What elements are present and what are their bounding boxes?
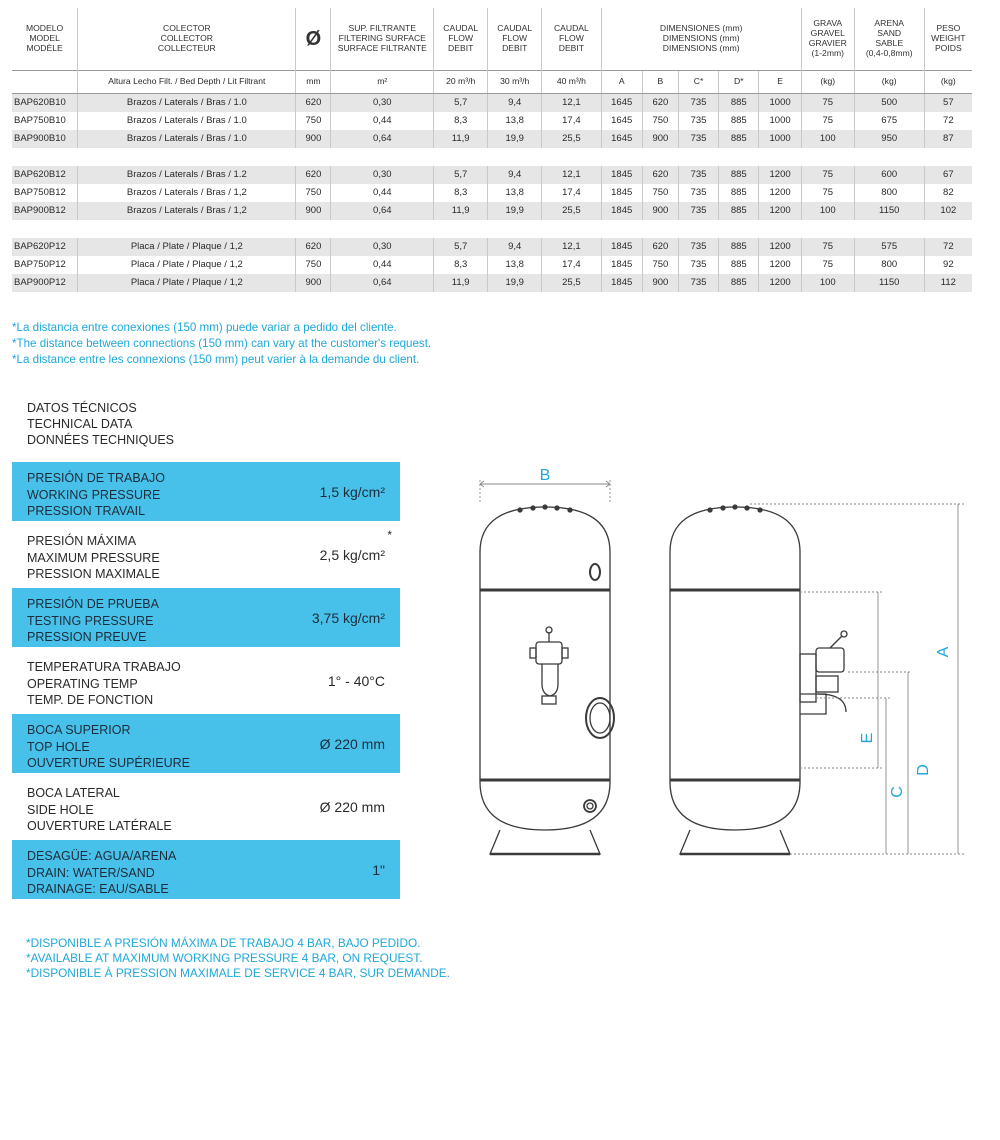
table-cell: Brazos / Laterals / Bras / 1,2 [78, 202, 296, 220]
header-diameter: Ø [296, 8, 331, 71]
unit-cell: 40 m³/h [542, 71, 601, 94]
table-cell: 575 [854, 238, 924, 256]
model-cell: BAP900P12 [12, 274, 78, 292]
table-cell: 1000 [759, 94, 801, 113]
table-cell: 900 [296, 202, 331, 220]
table-cell: 735 [678, 130, 718, 148]
table-cell: 885 [719, 112, 759, 130]
table-cell: 1645 [601, 94, 642, 113]
dimension-label-b: B [539, 467, 551, 484]
header-weight: PESO WEIGHT POIDS [924, 8, 972, 71]
header-gravel: GRAVA GRAVEL GRAVIER (1-2mm) [801, 8, 854, 71]
table-cell: 620 [296, 238, 331, 256]
dimension-label-e: E [859, 732, 876, 744]
table-cell: 735 [678, 166, 718, 184]
note-en: *The distance between connections (150 mm) can vary at the customer's request. [12, 337, 432, 350]
table-cell: 0,30 [331, 94, 434, 113]
header-flow-40: CAUDAL FLOW DEBIT [542, 8, 601, 71]
model-cell: BAP750P12 [14, 258, 66, 270]
table-cell: 735 [678, 238, 718, 256]
table-cell: 102 [924, 202, 972, 220]
tech-label: PRESSION TRAVAIL [27, 504, 146, 518]
table-body [12, 94, 972, 293]
table-row [12, 256, 972, 274]
table-row [12, 202, 972, 220]
table-cell: 735 [678, 112, 718, 130]
table-cell: 735 [678, 94, 718, 113]
table-cell: 13,8 [488, 184, 542, 202]
table-cell: 11,9 [434, 274, 488, 292]
table-cell: Brazos / Laterals / Bras / 1.0 [78, 112, 296, 130]
table-row [12, 238, 972, 256]
table-cell: 17,4 [542, 256, 601, 274]
table-cell: Placa / Plate / Plaque / 1,2 [78, 274, 296, 292]
table-cell: 82 [924, 184, 972, 202]
tech-row [12, 840, 400, 899]
table-cell: 17,4 [542, 184, 601, 202]
note-es: *La distancia entre conexiones (150 mm) puede variar a pedido del cliente. [12, 321, 397, 334]
table-cell: 13,8 [488, 256, 542, 274]
table-cell: 0,64 [331, 130, 434, 148]
table-cell: Placa / Plate / Plaque / 1,2 [78, 238, 296, 256]
table-cell: 735 [678, 202, 718, 220]
note-fr: *La distance entre les connexions (150 mm) peut varier à la demande du client. [12, 353, 420, 366]
technical-data-list [12, 462, 400, 903]
table-row [12, 130, 972, 148]
unit-cell: (kg) [801, 71, 854, 94]
unit-cell: 30 m³/h [488, 71, 542, 94]
table-cell: 750 [642, 184, 678, 202]
tech-label: DESAGÜE: AGUA/ARENA [27, 849, 177, 863]
tech-label: SIDE HOLE [27, 802, 94, 817]
unit-cell: C* [678, 71, 718, 94]
table-cell: 1200 [759, 202, 801, 220]
tech-label: TEMPERATURA TRABAJO [27, 660, 181, 674]
tech-label: TOP HOLE [27, 739, 90, 754]
table-cell: 9,4 [488, 238, 542, 256]
model-cell: BAP620P12 [12, 238, 78, 256]
model-cell: BAP620B12 [12, 166, 78, 184]
tech-label: WORKING PRESSURE [27, 487, 161, 502]
table-cell: 100 [801, 130, 854, 148]
table-header-row [12, 8, 972, 71]
table-cell: 11,9 [434, 202, 488, 220]
tech-label: OUVERTURE SUPÉRIEURE [27, 756, 190, 770]
table-cell: 620 [642, 238, 678, 256]
footnote-mark: * [387, 528, 392, 542]
table-cell: 900 [642, 274, 678, 292]
tech-row [12, 462, 400, 521]
table-cell: 885 [719, 94, 759, 113]
header-dimensions: DIMENSIONES (mm) DIMENSIONS (mm) DIMENSIONS (mm) [601, 8, 801, 71]
table-cell: Placa / Plate / Plaque / 1,2 [78, 256, 296, 274]
table-cell: Brazos / Laterals / Bras / 1.0 [78, 130, 296, 148]
tech-row [12, 777, 400, 836]
header-sand: ARENA SAND SABLE (0,4-0,8mm) [854, 8, 924, 71]
table-cell: 900 [642, 202, 678, 220]
table-cell: 1000 [759, 130, 801, 148]
availability-footnotes [26, 936, 450, 981]
table-cell: 900 [296, 274, 331, 292]
header-collector: COLECTOR COLLECTOR COLLECTEUR [78, 8, 296, 71]
unit-cell: 20 m³/h [434, 71, 488, 94]
unit-cell: m² [331, 71, 434, 94]
table-cell: 57 [924, 94, 972, 113]
tech-label: TEMP. DE FONCTION [27, 693, 154, 707]
table-cell: Brazos / Laterals / Bras / 1.0 [78, 94, 296, 113]
table-cell: 1200 [759, 166, 801, 184]
tech-value: 2,5 kg/cm² [319, 546, 385, 563]
tech-row [12, 588, 400, 647]
table-cell: 1845 [601, 238, 642, 256]
header-flow-30: CAUDAL FLOW DEBIT [488, 8, 542, 71]
tech-value: Ø 220 mm [319, 735, 385, 752]
table-cell: 25,5 [542, 274, 601, 292]
table-cell: 885 [719, 274, 759, 292]
group-spacer [12, 148, 972, 166]
footnote-en: *AVAILABLE AT MAXIMUM WORKING PRESSURE 4 BAR, ON REQUEST. [26, 951, 423, 965]
tech-value: 1° - 40°C [327, 672, 385, 689]
table-cell: 25,5 [542, 130, 601, 148]
model-cell: BAP620B10 [12, 94, 78, 113]
table-cell: 1845 [601, 166, 642, 184]
unit-cell: E [759, 71, 801, 94]
table-cell: 885 [719, 184, 759, 202]
table-cell: 900 [642, 130, 678, 148]
unit-cell: B [642, 71, 678, 94]
table-cell: 0,30 [331, 238, 434, 256]
model-cell: BAP750B10 [14, 114, 66, 126]
table-cell: 100 [801, 202, 854, 220]
table-cell: 735 [678, 184, 718, 202]
tech-label: OPERATING TEMP [27, 676, 138, 691]
table-cell: Brazos / Laterals / Bras / 1,2 [78, 184, 296, 202]
table-cell: 100 [801, 274, 854, 292]
side-view-vessel [670, 505, 847, 854]
table-cell: 8,3 [434, 112, 488, 130]
footnote-es: *DISPONIBLE A PRESIÓN MÁXIMA DE TRABAJO 4 BAR, BAJO PEDIDO. [26, 936, 421, 950]
table-cell: 750 [642, 256, 678, 274]
table-cell: 75 [801, 112, 854, 130]
table-row [12, 94, 972, 113]
table-cell: 620 [296, 94, 331, 113]
table-cell: 75 [801, 184, 854, 202]
spec-table [12, 8, 972, 292]
table-row [12, 166, 972, 184]
table-cell: 19,9 [488, 202, 542, 220]
table-cell: 735 [678, 274, 718, 292]
tech-label: PRESIÓN DE TRABAJO [27, 471, 165, 485]
table-cell: 75 [801, 256, 854, 274]
table-cell: 885 [719, 202, 759, 220]
table-cell: 9,4 [488, 94, 542, 113]
tech-label: TESTING PRESSURE [27, 613, 154, 628]
unit-cell: mm [296, 71, 331, 94]
tech-label: PRESSION PREUVE [27, 630, 147, 644]
table-cell: 1645 [601, 130, 642, 148]
unit-cell: D* [719, 71, 759, 94]
table-row [12, 184, 972, 202]
front-view-vessel [480, 505, 614, 854]
table-cell: 12,1 [542, 166, 601, 184]
table-cell: 72 [924, 238, 972, 256]
technical-data-title: DATOS TÉCNICOS TECHNICAL DATA DONNÉES TECHNIQUES [27, 401, 175, 447]
table-cell: 0,44 [331, 112, 434, 130]
table-cell: 1845 [601, 184, 642, 202]
table-cell: 67 [924, 166, 972, 184]
table-cell: 800 [854, 184, 924, 202]
table-cell: 1150 [854, 202, 924, 220]
table-row [12, 112, 972, 130]
table-cell: 885 [719, 238, 759, 256]
model-cell: BAP900B10 [12, 130, 78, 148]
table-cell: 5,7 [434, 166, 488, 184]
tech-label: BOCA LATERAL [27, 786, 120, 800]
table-cell: 8,3 [434, 256, 488, 274]
table-cell: 75 [801, 238, 854, 256]
tech-row [12, 525, 400, 584]
table-cell: 620 [642, 94, 678, 113]
footnote-fr: *DISPONIBLE À PRESSION MAXIMALE DE SERVICE 4 BAR, SUR DEMANDE. [26, 966, 450, 980]
table-cell: 735 [678, 256, 718, 274]
tech-label: MAXIMUM PRESSURE [27, 550, 160, 565]
tech-label: DRAIN: WATER/SAND [27, 865, 155, 880]
table-cell: 950 [854, 130, 924, 148]
table-cell: 1150 [854, 274, 924, 292]
dimension-label-c: C [889, 786, 906, 798]
tech-value: 3,75 kg/cm² [311, 609, 385, 626]
table-cell: 13,8 [488, 112, 542, 130]
header-flow-20: CAUDAL FLOW DEBIT [434, 8, 488, 71]
header-model: MODELO MODEL MODÈLE [25, 23, 64, 53]
table-cell: 12,1 [542, 238, 601, 256]
table-cell: 750 [642, 112, 678, 130]
tech-label: DRAINAGE: EAU/SABLE [27, 882, 169, 896]
tech-label: BOCA SUPERIOR [27, 723, 131, 737]
table-cell: 11,9 [434, 130, 488, 148]
unit-cell: (kg) [924, 71, 972, 94]
table-cell: 600 [854, 166, 924, 184]
table-cell: 75 [801, 94, 854, 113]
dimension-label-a: A [935, 646, 952, 658]
table-cell: 0,44 [331, 256, 434, 274]
table-cell: 25,5 [542, 202, 601, 220]
table-units-row [12, 71, 972, 94]
table-cell: 9,4 [488, 166, 542, 184]
table-cell: 750 [296, 184, 331, 202]
model-cell: BAP900B12 [12, 202, 78, 220]
table-cell: 1200 [759, 256, 801, 274]
tech-value: Ø 220 mm [319, 798, 385, 815]
table-cell: 72 [924, 112, 972, 130]
table-cell: 1845 [601, 256, 642, 274]
unit-cell [12, 71, 78, 94]
tech-label: PRESSION MAXIMALE [27, 567, 160, 581]
table-cell: 500 [854, 94, 924, 113]
table-cell: 112 [924, 274, 972, 292]
table-cell: 620 [296, 166, 331, 184]
unit-cell: Altura Lecho Filt. / Bed Depth / Lit Filtrant [78, 71, 296, 94]
table-cell: 8,3 [434, 184, 488, 202]
table-cell: 675 [854, 112, 924, 130]
table-cell: 800 [854, 256, 924, 274]
table-cell: 900 [296, 130, 331, 148]
header-filter-surface: SUP. FILTRANTE FILTERING SURFACE SURFACE FILTRANTE [331, 8, 434, 71]
table-cell: 75 [801, 166, 854, 184]
table-cell: 620 [642, 166, 678, 184]
table-cell: 0,30 [331, 166, 434, 184]
table-cell: 1200 [759, 238, 801, 256]
table-cell: 19,9 [488, 130, 542, 148]
table-cell: 0,44 [331, 184, 434, 202]
connection-notes [12, 320, 431, 368]
table-cell: 19,9 [488, 274, 542, 292]
tech-label: OUVERTURE LATÉRALE [27, 819, 172, 833]
tech-row [12, 714, 400, 773]
table-cell: 92 [924, 256, 972, 274]
table-cell: 1845 [601, 274, 642, 292]
table-cell: 1200 [759, 184, 801, 202]
tech-label: PRESIÓN DE PRUEBA [27, 597, 159, 611]
table-cell: 87 [924, 130, 972, 148]
tech-label: PRESIÓN MÁXIMA [27, 534, 137, 548]
table-cell: 750 [296, 256, 331, 274]
table-cell: 885 [719, 130, 759, 148]
table-cell: 5,7 [434, 94, 488, 113]
table-cell: 17,4 [542, 112, 601, 130]
filter-diagram [470, 462, 970, 872]
table-cell: 885 [719, 166, 759, 184]
table-cell: 5,7 [434, 238, 488, 256]
tech-value: 1" [372, 861, 385, 878]
table-cell: 1845 [601, 202, 642, 220]
table-cell: 1000 [759, 112, 801, 130]
table-cell: 885 [719, 256, 759, 274]
table-cell: 0,64 [331, 274, 434, 292]
table-cell: 1200 [759, 274, 801, 292]
table-cell: Brazos / Laterals / Bras / 1.2 [78, 166, 296, 184]
unit-cell: A [601, 71, 642, 94]
table-row [12, 274, 972, 292]
table-cell: 0,64 [331, 202, 434, 220]
tech-value: 1,5 kg/cm² [319, 483, 385, 500]
unit-cell: (kg) [854, 71, 924, 94]
dimension-label-d: D [915, 764, 932, 776]
model-cell: BAP750B12 [14, 186, 66, 198]
table-cell: 12,1 [542, 94, 601, 113]
table-cell: 750 [296, 112, 331, 130]
group-spacer [12, 220, 972, 238]
tech-row [12, 651, 400, 710]
table-cell: 1645 [601, 112, 642, 130]
